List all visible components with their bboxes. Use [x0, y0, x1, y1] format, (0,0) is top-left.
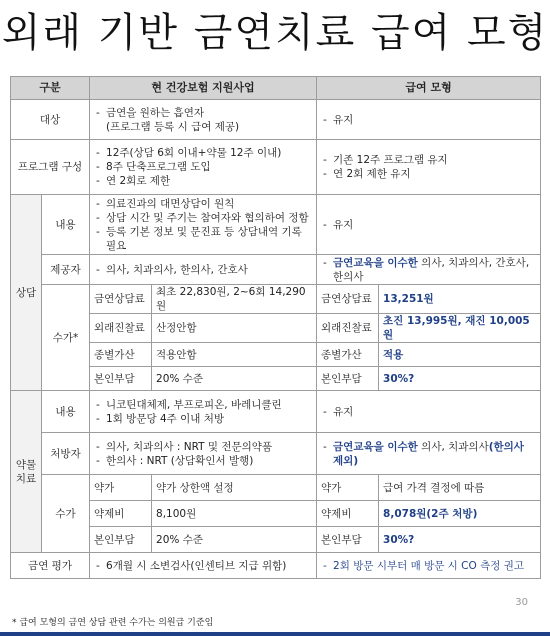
- highlight-text: 금연교육을 이수한: [333, 440, 418, 453]
- fee-model: 적용: [379, 343, 541, 367]
- fee-item: 본인부담: [90, 367, 152, 391]
- fee-model: 급여 가격 결정에 따름: [379, 475, 541, 501]
- fee-item: 본인부담: [90, 527, 152, 553]
- list-item: - 의사, 치과의사 : NRT 및 전문의약품: [94, 440, 312, 454]
- sub-label-fee: 수가*: [42, 285, 90, 391]
- list-item: - 연 2회 제한 유지: [321, 167, 536, 181]
- fee-model-item: 본인부담: [317, 367, 379, 391]
- table-header-row: [11, 77, 541, 100]
- sub-label-content: 내용: [42, 195, 90, 255]
- list-item: - 한의사 : NRT (상담확인서 발행): [94, 454, 312, 468]
- list-item-continued: (프로그램 등록 시 급여 제공): [106, 120, 240, 133]
- table-row: [11, 367, 541, 391]
- list-item: - 2회 방문 시부터 매 방문 시 CO 측정 권고: [321, 559, 536, 573]
- target-model: [317, 100, 541, 140]
- highlight-text: 금연교육을 이수한: [333, 256, 418, 269]
- group-label-drug-line2: 치료: [15, 472, 37, 485]
- row-label-program: 프로그램 구성: [11, 140, 90, 195]
- table-row: [11, 255, 541, 285]
- fee-current: 적용안함: [152, 343, 317, 367]
- drug-content-current: [90, 391, 317, 433]
- fee-model-item: 본인부담: [317, 527, 379, 553]
- group-label-drug-line1: 약물: [15, 458, 37, 471]
- list-item: - 유지: [321, 218, 536, 232]
- list-item: - 유지: [321, 113, 536, 127]
- list-item: - 8주 단축프로그램 도입: [94, 160, 312, 174]
- list-item: - 니코틴대체제, 부프로피온, 바레니클린: [94, 398, 312, 412]
- fee-model: 30%?: [379, 367, 541, 391]
- fee-current: 약가 상한액 설정: [152, 475, 317, 501]
- list-item: - 기존 12주 프로그램 유지: [321, 153, 536, 167]
- table-row: [11, 285, 541, 314]
- drug-content-model: [317, 391, 541, 433]
- group-label-drug: [11, 391, 42, 553]
- table-row: [11, 195, 541, 255]
- list-item: - 6개월 시 소변검사(인센티브 지급 위함): [94, 559, 312, 573]
- counsel-content-current: [90, 195, 317, 255]
- footnote: * 급여 모형의 금연 상담 관련 수가는 의원급 기준임: [12, 618, 214, 628]
- fee-model-item: 약가: [317, 475, 379, 501]
- fee-model-item: 외래진찰료: [317, 314, 379, 343]
- list-item: - 의사, 치과의사, 한의사, 간호사: [94, 263, 312, 277]
- table-row: [11, 343, 541, 367]
- header-gubun: 구분: [11, 77, 90, 100]
- list-item: - 연 2회로 제한: [94, 174, 312, 188]
- fee-current: 20% 수준: [152, 527, 317, 553]
- bottom-accent-bar: [0, 632, 550, 636]
- header-model: 급여 모형: [317, 77, 541, 100]
- program-model: [317, 140, 541, 195]
- fee-item: 금연상담료: [90, 285, 152, 314]
- prescriber-model: [317, 433, 541, 475]
- benefit-model-table: [10, 76, 541, 579]
- list-item: - 의료진과의 대면상담이 원칙: [94, 197, 312, 211]
- page-number: 30: [515, 597, 528, 608]
- evaluation-current: [90, 553, 317, 579]
- provider-model-rest: 의사, 치과의사, 간호사, 한의사: [333, 256, 530, 283]
- list-item: - 유지: [321, 405, 536, 419]
- sub-label-fee: 수가: [42, 475, 90, 553]
- program-current: [90, 140, 317, 195]
- table-row: [11, 391, 541, 433]
- row-label-evaluation: 금연 평가: [11, 553, 90, 579]
- list-item: - 상담 시간 및 주기는 참여자와 협의하여 정함: [94, 211, 312, 225]
- list-item: - 등록 기본 정보 및 문진표 등 상담내역 기록 필요: [94, 225, 312, 253]
- table-row: [11, 100, 541, 140]
- fee-item: 약가: [90, 475, 152, 501]
- fee-model-item: 금연상담료: [317, 285, 379, 314]
- sub-label-prescriber: 처방자: [42, 433, 90, 475]
- sub-label-provider: 제공자: [42, 255, 90, 285]
- table-row: [11, 475, 541, 501]
- sub-label-content: 내용: [42, 391, 90, 433]
- table-row: [11, 140, 541, 195]
- table-row: [11, 553, 541, 579]
- header-current: 현 건강보험 지원사업: [90, 77, 317, 100]
- highlight-text: (한의사 제외): [333, 440, 524, 467]
- list-item: [321, 440, 536, 468]
- fee-item: 약제비: [90, 501, 152, 527]
- fee-item: 종별가산: [90, 343, 152, 367]
- provider-current: [90, 255, 317, 285]
- evaluation-model: [317, 553, 541, 579]
- row-label-target: 대상: [11, 100, 90, 140]
- page-title: 외래 기반 금연치료 급여 모형: [1, 10, 549, 56]
- target-current: [90, 100, 317, 140]
- provider-model: [317, 255, 541, 285]
- table-row: [11, 501, 541, 527]
- table-row: [11, 433, 541, 475]
- fee-current: 8,100원: [152, 501, 317, 527]
- fee-model: 8,078원(2주 처방): [379, 501, 541, 527]
- fee-item: 외래진찰료: [90, 314, 152, 343]
- fee-model: 30%?: [379, 527, 541, 553]
- prescriber-current: [90, 433, 317, 475]
- fee-current: 최초 22,830원, 2~6회 14,290원: [152, 285, 317, 314]
- list-item: [321, 256, 536, 284]
- fee-current: 20% 수준: [152, 367, 317, 391]
- group-label-counsel: 상담: [11, 195, 42, 391]
- table-row: [11, 314, 541, 343]
- list-item: - 1회 방문당 4주 이내 처방: [94, 412, 312, 426]
- fee-model-item: 종별가산: [317, 343, 379, 367]
- counsel-content-model: [317, 195, 541, 255]
- list-item: - 금연을 원하는 흡연자: [94, 106, 312, 120]
- fee-model: 13,251원: [379, 285, 541, 314]
- list-item: - 12주(상담 6회 이내+약물 12주 이내): [94, 146, 312, 160]
- fee-current: 산정안함: [152, 314, 317, 343]
- table-row: [11, 527, 541, 553]
- fee-model-item: 약제비: [317, 501, 379, 527]
- prescriber-model-mid: 의사, 치과의사: [417, 440, 489, 453]
- fee-model: 초진 13,995원, 재진 10,005원: [379, 314, 541, 343]
